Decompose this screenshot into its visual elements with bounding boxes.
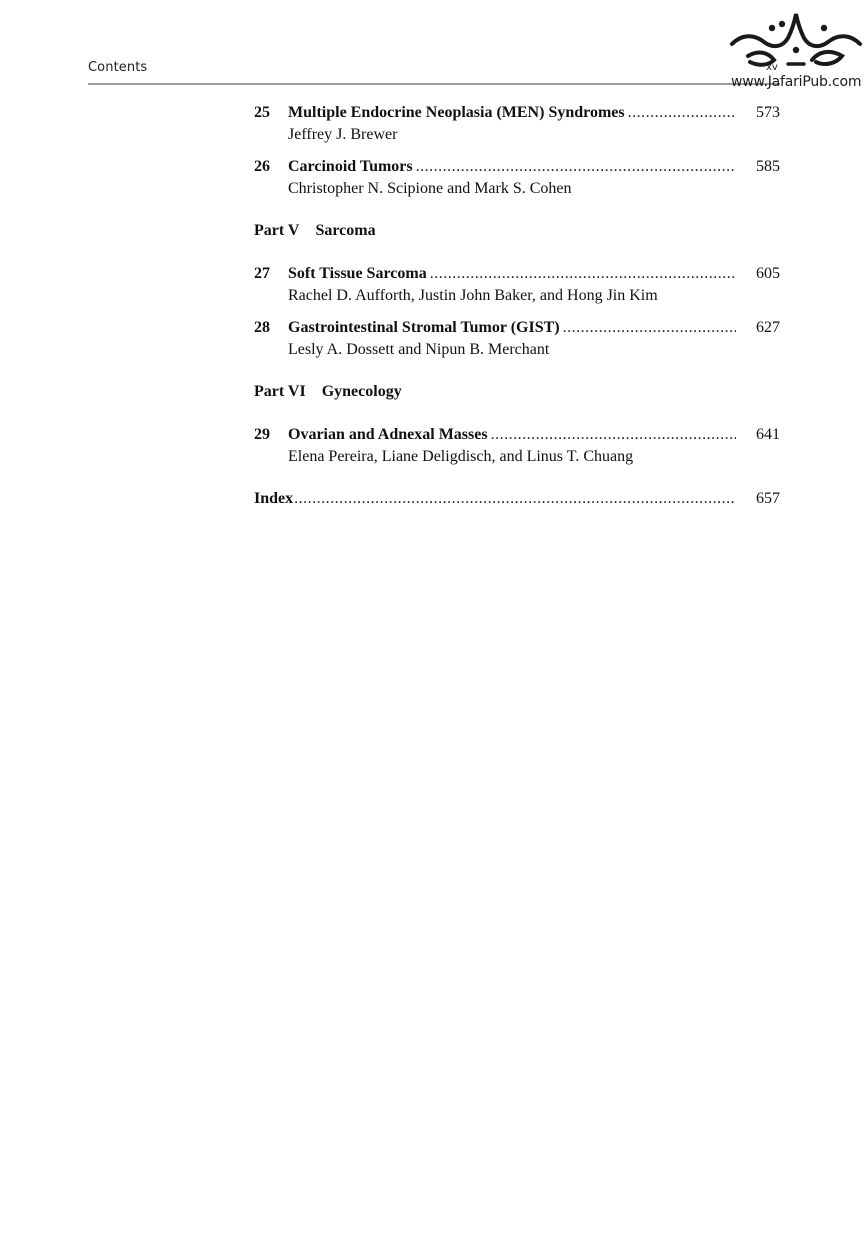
watermark-logo	[728, 4, 864, 90]
toc-entry[interactable]	[254, 102, 780, 146]
page-ref: 605	[756, 265, 780, 282]
page-ref: 657	[756, 490, 780, 507]
toc-entry[interactable]	[254, 263, 780, 307]
chapter-title: Ovarian and Adnexal Masses	[288, 426, 488, 443]
header-rule	[88, 83, 780, 85]
toc-entry[interactable]	[254, 317, 780, 361]
part-name: Gynecology	[321, 383, 402, 400]
dot-leader	[563, 317, 736, 339]
chapter-authors: Lesly A. Dossett and Nipun B. Merchant	[288, 341, 550, 358]
chapter-authors: Jeffrey J. Brewer	[288, 126, 398, 143]
part-label: Part VI	[254, 383, 306, 400]
toc-index-entry[interactable]	[254, 488, 780, 510]
chapter-number: 26	[254, 158, 270, 175]
part-heading	[254, 381, 402, 403]
page-ref: 585	[756, 158, 780, 175]
toc-entry[interactable]	[254, 156, 780, 200]
part-heading	[254, 220, 376, 242]
page-ref: 641	[756, 426, 780, 443]
chapter-number: 28	[254, 319, 270, 336]
chapter-title: Multiple Endocrine Neoplasia (MEN) Syndromes	[288, 104, 625, 121]
dot-leader	[491, 424, 736, 446]
part-name: Sarcoma	[315, 222, 376, 239]
index-title: Index	[254, 490, 294, 507]
dot-leader	[416, 156, 736, 178]
dot-leader	[294, 488, 736, 510]
running-head: Contents	[88, 60, 148, 75]
dot-leader	[628, 102, 736, 124]
watermark-url: www.JafariPub.com	[731, 74, 862, 90]
page-number: xv	[766, 62, 778, 73]
part-label: Part V	[254, 222, 300, 239]
dot-leader	[430, 263, 736, 285]
chapter-authors: Elena Pereira, Liane Deligdisch, and Linus T. Chuang	[288, 448, 634, 465]
page-ref: 573	[756, 104, 780, 121]
chapter-number: 27	[254, 265, 270, 282]
chapter-number: 29	[254, 426, 270, 443]
chapter-number: 25	[254, 104, 270, 121]
chapter-title: Gastrointestinal Stromal Tumor (GIST)	[288, 319, 560, 336]
chapter-title: Soft Tissue Sarcoma	[288, 265, 427, 282]
chapter-title: Carcinoid Tumors	[288, 158, 413, 175]
publisher-logo-icon	[728, 4, 864, 76]
chapter-authors: Christopher N. Scipione and Mark S. Cohen	[288, 180, 572, 197]
chapter-authors: Rachel D. Aufforth, Justin John Baker, and Hong Jin Kim	[288, 287, 658, 304]
page-ref: 627	[756, 319, 780, 336]
toc-entry[interactable]	[254, 424, 780, 468]
